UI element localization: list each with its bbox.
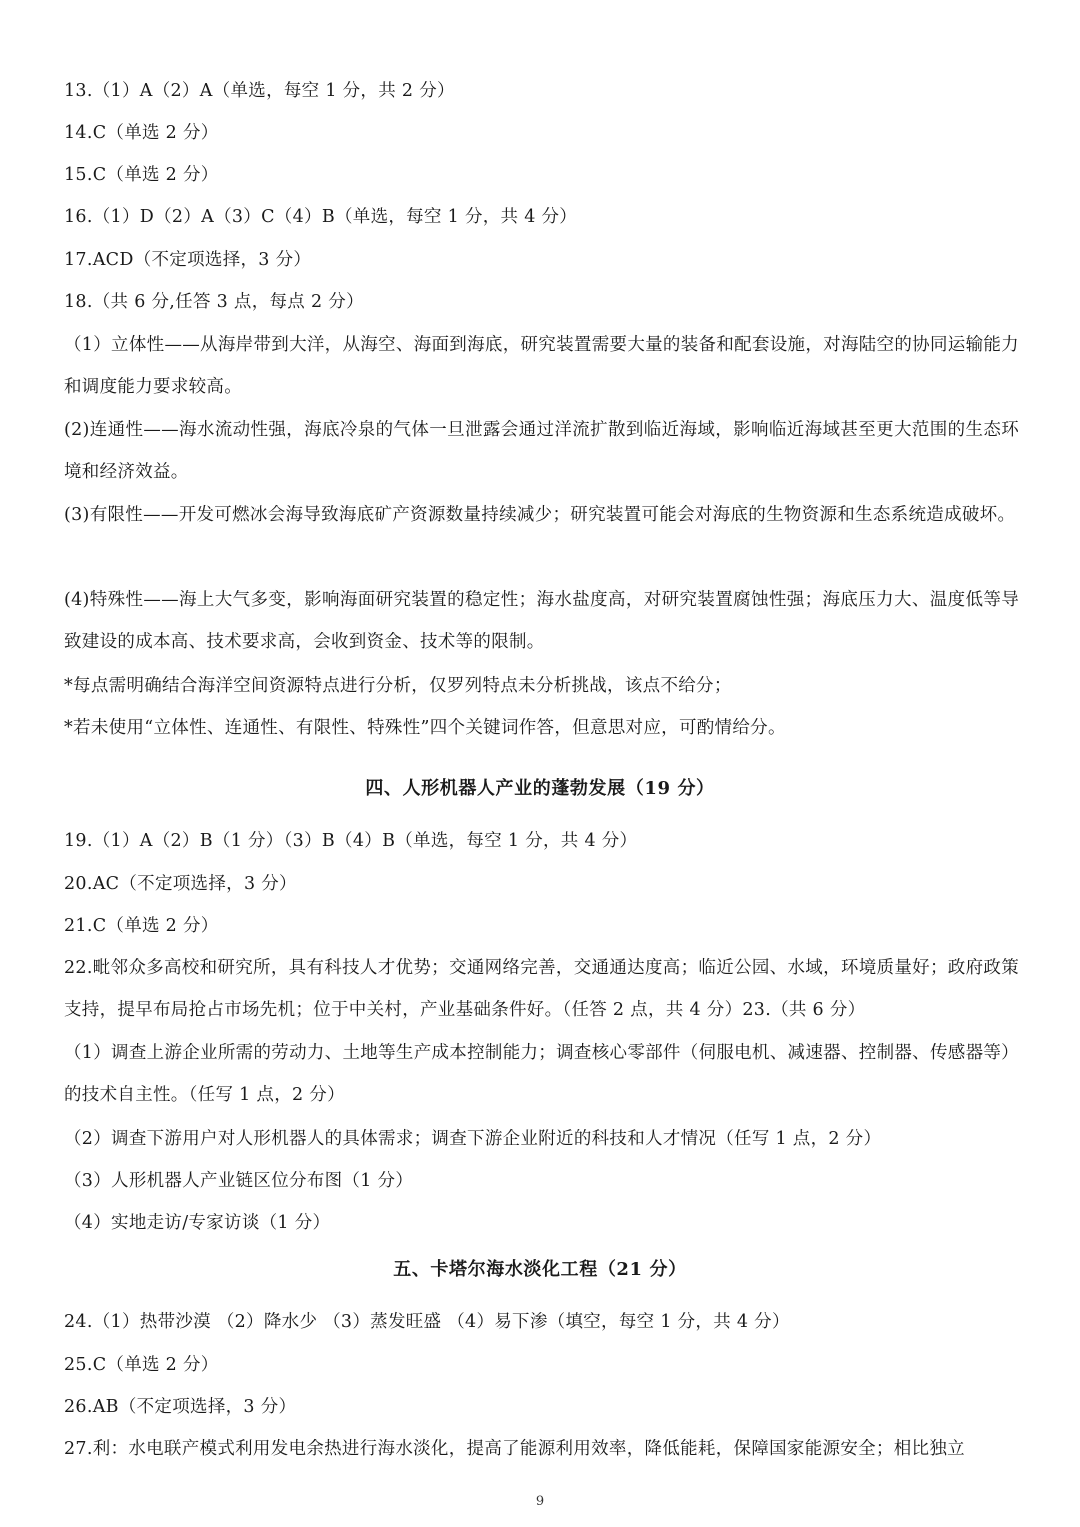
answer-23-part-4: （4）实地走访/专家访谈（1 分） (64, 1213, 331, 1233)
answer-24: 24.（1）热带沙漠 （2）降水少 （3）蒸发旺盛 （4）易下渗（填空，每空 1 分，共 4 分） (64, 1312, 790, 1332)
section-5-title: 五、卡塔尔海水淡化工程（21 分） (393, 1259, 687, 1280)
answer-19: 19.（1）A（2）B（1 分）（3）B（4）B（单选，每空 1 分，共 4 分） (64, 831, 638, 851)
answer-23-part-3: （3）人形机器人产业链区位分布图（1 分） (64, 1171, 414, 1191)
grading-note-1: *每点需明确结合海洋空间资源特点进行分析，仅罗列特点未分析挑战，该点不给分； (64, 676, 732, 696)
answer-15: 15.C（单选 2 分） (64, 165, 219, 185)
answer-21: 21.C（单选 2 分） (64, 916, 219, 936)
answer-20: 20.AC（不定项选择，3 分） (64, 874, 297, 894)
answer-13: 13.（1）A（2）A（单选，每空 1 分，共 2 分） (64, 81, 455, 101)
answer-23-part-1: （1）调查上游企业所需的劳动力、土地等生产成本控制能力；调查核心零部件（伺服电机、减速器、控制器、传感器等）的技术自主性。（任写 1 点，2 分） (64, 1043, 1019, 1105)
answer-18-point-3: (3)有限性——开发可燃冰会海导致海底矿产资源数量持续减少；研究装置可能会对海底的生物资源和生态系统造成破坏。 (64, 505, 1016, 525)
answer-26: 26.AB（不定项选择，3 分） (64, 1397, 297, 1417)
page-number: 9 (535, 1494, 545, 1509)
answer-18-point-2: (2)连通性——海水流动性强，海底冷泉的气体一旦泄露会通过洋流扩散到临近海域，影响临近海域甚至更大范围的生态环境和经济效益。 (64, 420, 1019, 482)
answer-22: 22.毗邻众多高校和研究所，具有科技人才优势；交通网络完善，交通通达度高；临近公园、水域，环境质量好；政府政策支持，提早布局抢占市场先机；位于中关村，产业基础条件好。（任答 2 点，共 4 分）23.（共 6 分） (64, 958, 1019, 1020)
section-4-title: 四、人形机器人产业的蓬勃发展（19 分） (365, 778, 715, 799)
answer-18-point-4: (4)特殊性——海上大气多变，影响海面研究装置的稳定性；海水盐度高，对研究装置腐蚀性强；海底压力大、温度低等导致建设的成本高、技术要求高，会收到资金、技术等的限制。 (64, 590, 1019, 652)
answer-17: 17.ACD（不定项选择，3 分） (64, 250, 312, 270)
answer-14: 14.C（单选 2 分） (64, 123, 219, 143)
grading-note-2: *若未使用“立体性、连通性、有限性、特殊性”四个关键词作答，但意思对应，可酌情给分。 (64, 718, 786, 738)
answer-25: 25.C（单选 2 分） (64, 1355, 219, 1375)
answer-16: 16.（1）D（2）A（3）C（4）B（单选，每空 1 分，共 4 分） (64, 207, 578, 227)
answer-18-point-1: （1）立体性——从海岸带到大洋，从海空、海面到海底，研究装置需要大量的装备和配套设施，对海陆空的协同运输能力和调度能力要求较高。 (64, 335, 1019, 397)
answer-23-part-2: （2）调查下游用户对人形机器人的具体需求；调查下游企业附近的科技和人才情况（任写 1 点，2 分） (64, 1129, 882, 1149)
answer-18-header: 18.（共 6 分,任答 3 点，每点 2 分） (64, 292, 364, 312)
answer-27: 27.利：水电联产模式利用发电余热进行海水淡化，提高了能源利用效率，降低能耗，保障国家能源安全；相比独立 (64, 1439, 965, 1459)
